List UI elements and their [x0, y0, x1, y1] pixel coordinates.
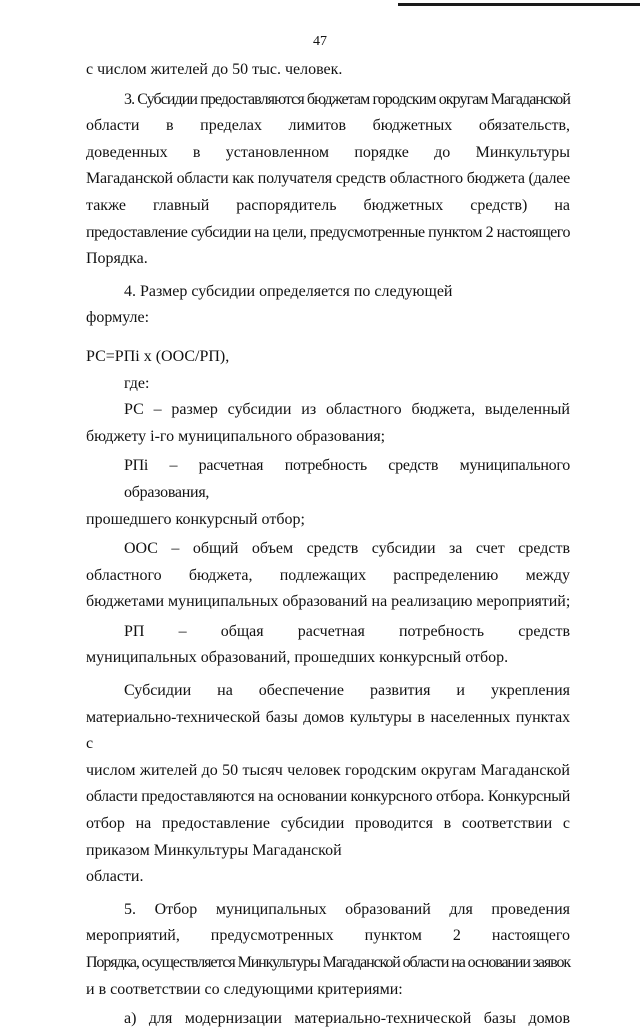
text-line: области.: [86, 868, 144, 886]
text-line: 4. Размер субсидии определяется по следующей: [124, 282, 453, 300]
text-line: материально-технической базы домов культуры в населенных пунктах с: [86, 708, 570, 753]
text-line: с числом жителей до 50 тыс. человек.: [86, 61, 343, 78]
text-line: Магаданской области как получателя средств областного бюджета (далее: [86, 170, 570, 188]
paragraph-3: [86, 87, 570, 273]
text-line: отбор на предоставление субсидии проводится в соответствии с: [86, 815, 570, 833]
text-line: ООС – общий объем средств субсидии за счет средств: [124, 540, 570, 558]
text-line: области в пределах лимитов бюджетных обязательств,: [86, 117, 570, 135]
text-line: а) для модернизации материально-технической базы домов: [124, 1010, 570, 1028]
definition-oos: [86, 536, 570, 616]
text-line: прошедшего конкурсный отбор;: [86, 510, 305, 528]
page-number: 47: [313, 34, 327, 49]
text-line: Порядка.: [86, 250, 148, 268]
text-line: области предоставляются на основании конкурсного отбора. Конкурсный: [86, 788, 570, 806]
definition-rpi: [86, 453, 570, 533]
text-line: числом жителей до 50 тысяч человек городским округам Магаданской: [86, 761, 570, 779]
where-label: [86, 371, 570, 398]
text-line: областного бюджета, подлежащих распределению между: [86, 566, 570, 584]
criterion-a: [86, 1006, 570, 1033]
definition-rs: [86, 397, 570, 450]
text-line: РП – общая расчетная потребность средств: [124, 622, 570, 640]
text-line: бюджету i-го муниципального образования;: [86, 427, 386, 445]
scan-edge-line: [398, 3, 640, 6]
paragraph-subsidy-selection: [86, 678, 570, 891]
paragraph-4: [86, 279, 570, 332]
text-line: РПi – расчетная потребность средств муниципального образования,: [124, 457, 570, 501]
text-line: Субсидии на обеспечение развития и укрепления: [124, 682, 570, 700]
text-line: где:: [124, 374, 150, 392]
text-line: формуле:: [86, 309, 150, 327]
text-line: РС – размер субсидии из областного бюджета, выделенный: [124, 401, 570, 419]
paragraph-continued: [86, 57, 570, 84]
text-line: 3. Субсидии предоставляются бюджетам городским округам Магаданской: [124, 90, 570, 108]
text-line: 5. Отбор муниципальных образований для проведения: [124, 900, 570, 918]
text-line: также главный распорядитель бюджетных средств) на: [86, 196, 570, 214]
text-line: Порядка, осуществляется Минкультуры Магаданской области на основании заявок: [86, 954, 570, 971]
formula: [86, 344, 570, 371]
text-line: предоставление субсидии на цели, предусмотренные пунктом 2 настоящего: [86, 223, 571, 241]
text-line: и в соответствии со следующими критериями:: [86, 980, 403, 998]
text-line: приказом Минкультуры Магаданской: [86, 841, 342, 859]
text-line: доведенных в установленном порядке до Минкультуры: [86, 143, 570, 161]
text-line: мероприятий, предусмотренных пунктом 2 настоящего: [86, 927, 570, 945]
definition-rp: [86, 619, 570, 672]
text-line: муниципальных образований, прошедших конкурсный отбор.: [86, 649, 509, 667]
document-body: [86, 57, 570, 1033]
paragraph-5: [86, 897, 570, 1003]
text-line: РС=РПi x (ООС/РП),: [86, 347, 230, 365]
text-line: бюджетами муниципальных образований на реализацию мероприятий;: [86, 593, 571, 611]
